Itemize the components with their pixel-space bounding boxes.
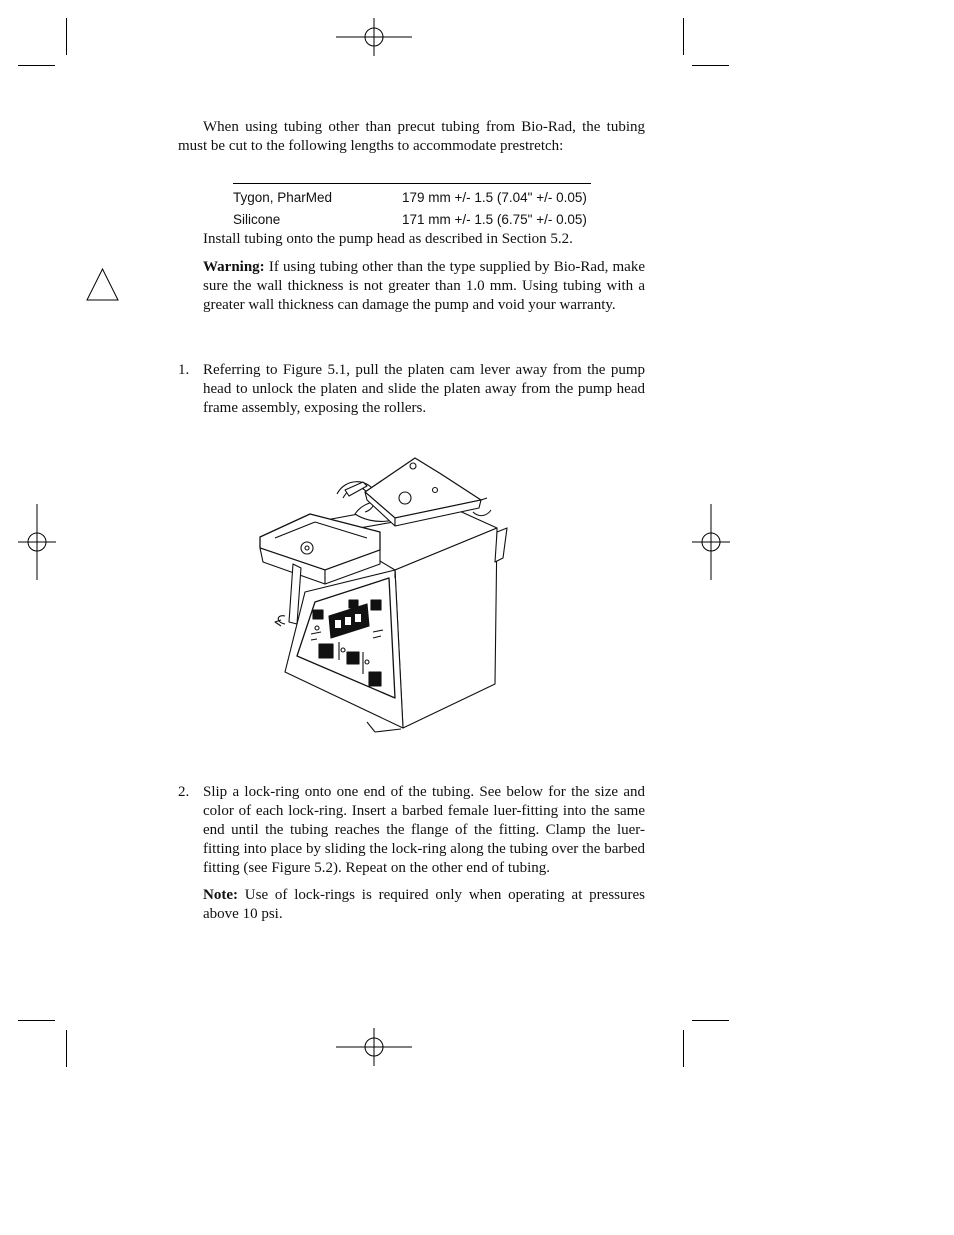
step-text: Referring to Figure 5.1, pull the platen cam lever away from the pump head to unlock the platen and slide the platen away from the pump head frame assembly, exposing the rollers. (203, 362, 645, 416)
warning-label: Warning: (203, 259, 265, 275)
crop-mark (18, 65, 55, 66)
registration-mark-icon (336, 1028, 412, 1066)
pump-illustration (255, 452, 525, 737)
tubing-type: Silicone (233, 212, 281, 227)
step-number: 2. (178, 784, 190, 800)
note-paragraph (203, 886, 645, 924)
warning-text: If using tubing other than the type supplied by Bio-Rad, make sure the wall thickness is not greater than 1.0 mm. Using tubing with a greater wall thickness can damage the pump and void your warranty. (203, 259, 645, 313)
registration-mark-icon (692, 504, 730, 580)
table-rule (233, 183, 591, 184)
step-number: 1. (178, 362, 190, 378)
intro-paragraph: When using tubing other than precut tubing from Bio-Rad, the tubing must be cut to the following lengths to accommodate prestretch: (178, 119, 645, 154)
crop-mark (683, 1030, 684, 1067)
warning-triangle-icon (86, 268, 119, 302)
crop-mark (683, 18, 684, 55)
table-row (233, 187, 591, 209)
warning-paragraph (203, 258, 645, 315)
registration-mark-icon (336, 18, 412, 56)
note-text: Use of lock-rings is required only when operating at pressures above 10 psi. (203, 887, 645, 922)
crop-mark (66, 18, 67, 55)
note-label: Note: (203, 887, 238, 903)
crop-mark (692, 65, 729, 66)
registration-mark-icon (18, 504, 56, 580)
crop-mark (18, 1020, 55, 1021)
table-row (233, 209, 591, 231)
tubing-type: Tygon, PharMed (233, 190, 333, 205)
tubing-length: 179 mm +/- 1.5 (7.04" +/- 0.05) (402, 190, 587, 205)
tubing-length-table (233, 183, 591, 231)
step-text: Slip a lock-ring onto one end of the tubing. See below for the size and color of each lock-ring. Insert a barbed female luer-fitting into the same end until the tubing reaches the flange of the fitting. Clamp the luer-fitting into place by sliding the lock-ring along the tubing over the barbed fitting (see Figure 5.2). Repeat on the other end of tubing. (203, 784, 645, 876)
tubing-length: 171 mm +/- 1.5 (6.75" +/- 0.05) (402, 212, 587, 227)
crop-mark (692, 1020, 729, 1021)
crop-mark (66, 1030, 67, 1067)
install-note: Install tubing onto the pump head as described in Section 5.2. (203, 231, 573, 247)
